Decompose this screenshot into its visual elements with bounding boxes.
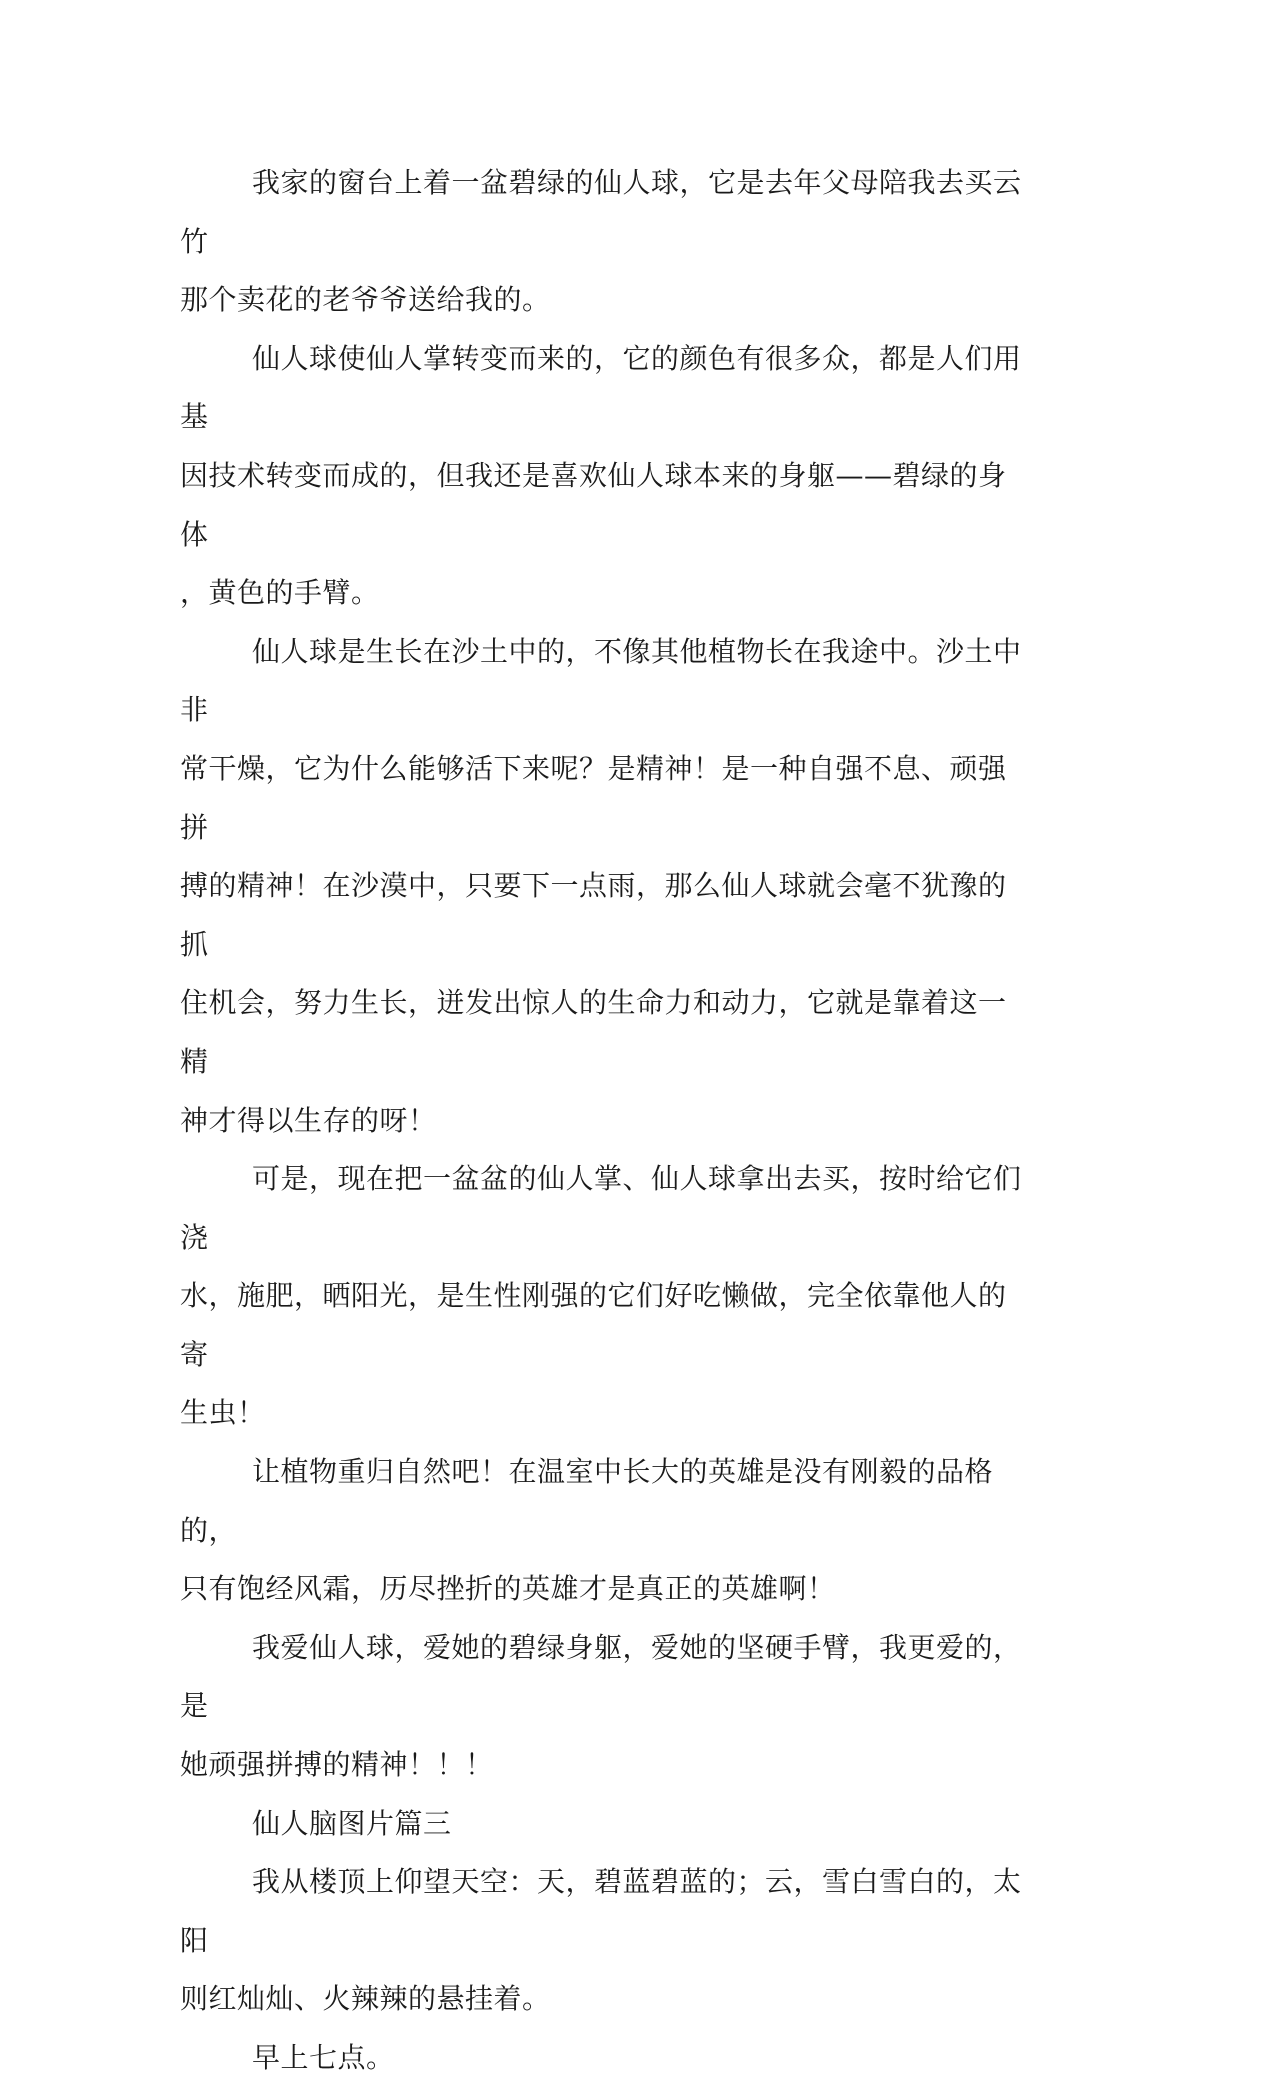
paragraph-6: 我爱仙人球，爱她的碧绿身躯，爱她的坚硬手臂，我更爱的，是 她顽强拼搏的精神！！！ bbox=[180, 1630, 1022, 1782]
section-heading: 仙人脑图片篇三 bbox=[252, 1806, 452, 1840]
paragraph-4: 可是，现在把一盆盆的仙人掌、仙人球拿出去买，按时给它们浇 水，施肥，晒阳光，是生性刚强的它们好吃懒做，完全依靠他人的寄 生虫！ bbox=[180, 1162, 1022, 1430]
paragraph-8: 早上七点。 bbox=[252, 2041, 395, 2074]
document-page bbox=[180, 154, 1030, 2088]
paragraph-1: 我家的窗台上着一盆碧绿的仙人球，它是去年父母陪我去买云竹 那个卖花的老爷爷送给我的。 bbox=[180, 166, 1022, 317]
paragraph-7: 我从楼顶上仰望天空：天，碧蓝碧蓝的；云，雪白雪白的，太阳 则红灿灿、火辣辣的悬挂着。 bbox=[180, 1865, 1022, 2016]
paragraph-5: 让植物重归自然吧！在温室中长大的英雄是没有刚毅的品格的， 只有饱经风霜，历尽挫折的英雄才是真正的英雄啊！ bbox=[180, 1455, 994, 1606]
paragraph-2: 仙人球使仙人掌转变而来的，它的颜色有很多众，都是人们用基 因技术转变而成的，但我还是喜欢仙人球本来的身躯——碧绿的身体 ，黄色的手臂。 bbox=[180, 341, 1022, 610]
paragraph-3: 仙人球是生长在沙土中的，不像其他植物长在我途中。沙土中非 常干燥，它为什么能够活下来呢？是精神！是一种自强不息、顽强拼 搏的精神！在沙漠中，只要下一点雨，那么仙人球就会毫不犹豫的抓 住机会，努力生长，迸发出惊人的生命力和动力，它就是靠着这一精 神才得以生存的呀！ bbox=[180, 634, 1022, 1137]
